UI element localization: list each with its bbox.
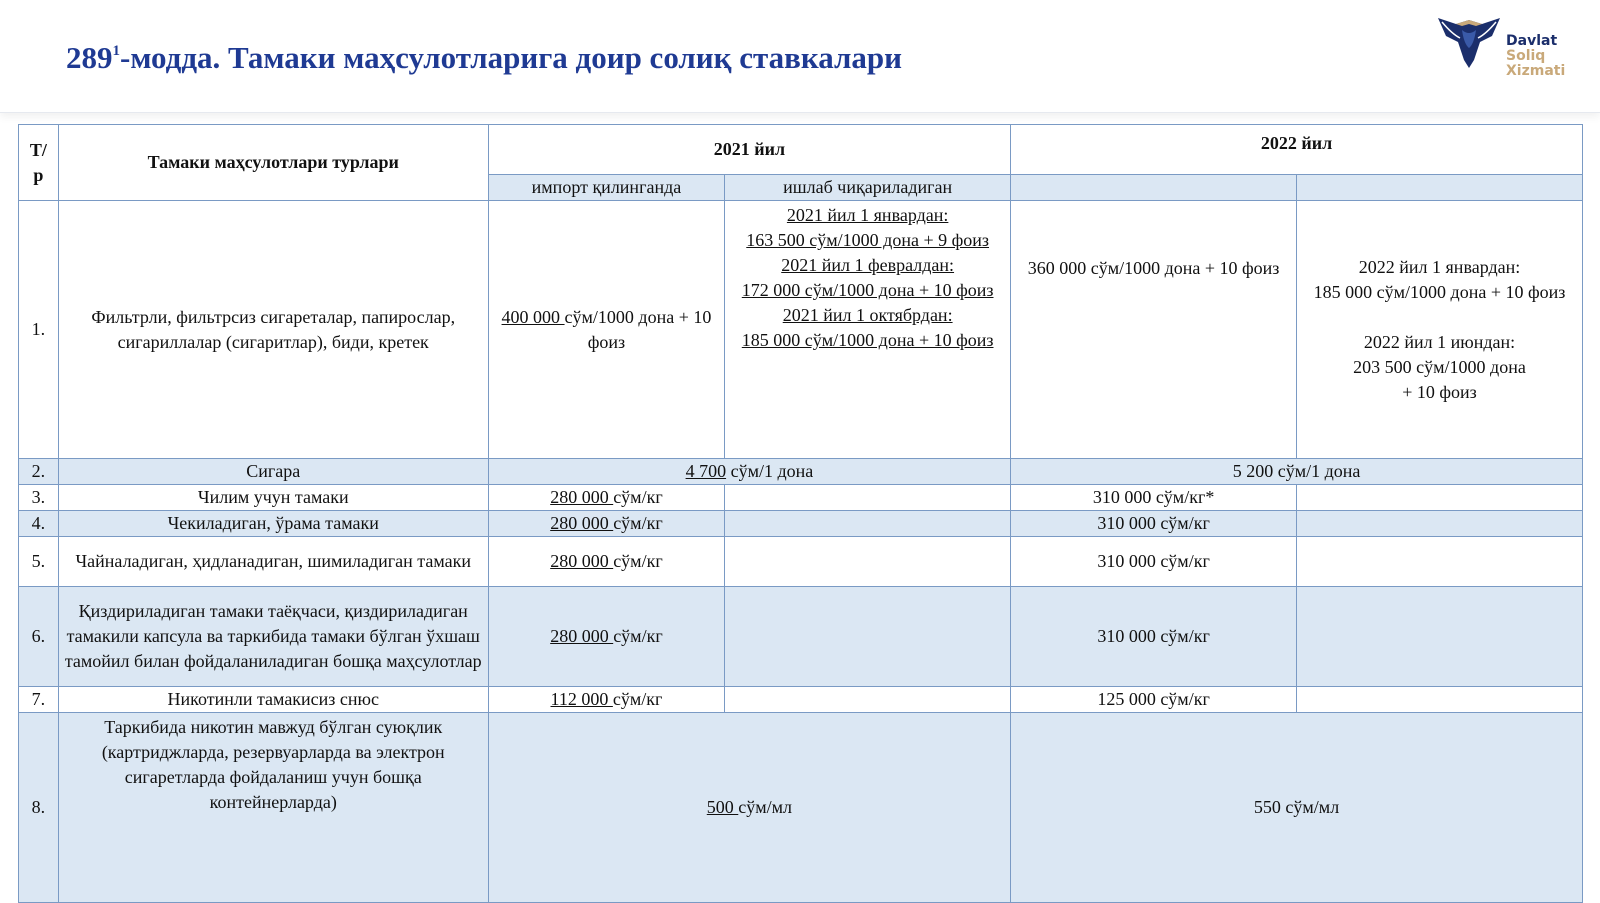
slide-header <box>0 0 1600 113</box>
subheader-produced: ишлаб чиқариладиган <box>725 175 1011 201</box>
table-row <box>19 713 1583 903</box>
rate-2022-empty <box>1297 537 1583 587</box>
row-number: 2. <box>19 459 59 485</box>
header-year-2022: 2022 йил <box>1011 125 1583 175</box>
rate-2022-empty <box>1297 511 1583 537</box>
rate-import: 400 000 сўм/1000 дона + 10 фоиз <box>488 201 724 459</box>
rate-produced-empty <box>725 511 1011 537</box>
product-name: Чилим учун тамаки <box>58 485 488 511</box>
table-row <box>19 587 1583 687</box>
rate-produced-empty <box>725 587 1011 687</box>
subheader-empty-1 <box>1011 175 1297 201</box>
subheader-empty-2 <box>1297 175 1583 201</box>
table-row <box>19 687 1583 713</box>
product-name: Таркибида никотин мавжуд бўлган суюқлик (картриджларда, резервуарларда ва электрон сигаретларда фойдаланиш учун бошқа контейнерларда) <box>58 713 488 903</box>
rate-2022-empty <box>1297 687 1583 713</box>
row-number: 7. <box>19 687 59 713</box>
rate-2022: 310 000 сўм/кг* <box>1011 485 1297 511</box>
rate-2021: 4 700 сўм/1 дона <box>488 459 1010 485</box>
product-name: Сигара <box>58 459 488 485</box>
header-year-2021: 2021 йил <box>488 125 1010 175</box>
product-name: Чайналадиган, ҳидланадиган, шимиладиган тамаки <box>58 537 488 587</box>
table-row <box>19 459 1583 485</box>
table-header-row <box>19 125 1583 175</box>
row-number: 3. <box>19 485 59 511</box>
table-row <box>19 537 1583 587</box>
rate-2022: 310 000 сўм/кг <box>1011 537 1297 587</box>
rate-2022: 5 200 сўм/1 дона <box>1011 459 1583 485</box>
product-name: Фильтрли, фильтрсиз сигареталар, папирослар, сигариллалар (сигаритлар), биди, кретек <box>58 201 488 459</box>
header-product-type: Тамаки маҳсулотлари турлари <box>58 125 488 201</box>
rate-produced-empty <box>725 537 1011 587</box>
row-number: 8. <box>19 713 59 903</box>
rate-2022-b: 2022 йил 1 январдан: 185 000 сўм/1000 дона + 10 фоиз 2022 йил 1 июндан: 203 500 сўм/1000 дона + 10 фоиз <box>1297 201 1583 459</box>
row-number: 4. <box>19 511 59 537</box>
subheader-import: импорт қилинганда <box>488 175 724 201</box>
logo <box>1436 14 1586 86</box>
row-number: 6. <box>19 587 59 687</box>
rate-import: 280 000 сўм/кг <box>488 587 724 687</box>
rate-produced-empty <box>725 687 1011 713</box>
page-title: $289^1$-модда. Тамаки маҳсулотларига доир солиқ ставкалари <box>66 40 903 75</box>
rate-import: 280 000 сўм/кг <box>488 485 724 511</box>
rate-2022: 550 сўм/мл <box>1011 713 1583 903</box>
row-number: 5. <box>19 537 59 587</box>
header-row-number: Т/р <box>19 125 59 201</box>
product-name: Чекиладиган, ўрама тамаки <box>58 511 488 537</box>
row-number: 1. <box>19 201 59 459</box>
table-row <box>19 511 1583 537</box>
product-name: Никотинли тамакисиз снюс <box>58 687 488 713</box>
rate-import: 280 000 сўм/кг <box>488 511 724 537</box>
logo-text-line1: Davlat <box>1506 33 1558 49</box>
rate-import: 280 000 сўм/кг <box>488 537 724 587</box>
logo-text-line2: Soliq <box>1506 48 1546 64</box>
eagle-emblem-icon <box>1436 14 1502 70</box>
rate-2022: 310 000 сўм/кг <box>1011 511 1297 537</box>
rate-2022-empty <box>1297 587 1583 687</box>
tax-rates-table <box>18 124 1583 903</box>
title-superscript: 1 <box>112 43 120 59</box>
rate-2022: 310 000 сўм/кг <box>1011 587 1297 687</box>
rate-2021: 500 сўм/мл <box>488 713 1010 903</box>
rate-import: 112 000 сўм/кг <box>488 687 724 713</box>
rate-produced: 2021 йил 1 январдан: 163 500 сўм/1000 дона + 9 фоиз 2021 йил 1 февралдан: 172 000 сўм/1000 дона + 10 фоиз 2021 йил 1 октябрдан: 185 000 сўм/1000 дона + 10 фоиз <box>725 201 1011 459</box>
table-row <box>19 201 1583 459</box>
table-row <box>19 485 1583 511</box>
rate-produced-empty <box>725 485 1011 511</box>
rate-2022-empty <box>1297 485 1583 511</box>
rate-2022-a: 360 000 сўм/1000 дона + 10 фоиз <box>1011 201 1297 459</box>
logo-text-line3: Xizmati <box>1506 63 1566 79</box>
product-name: Қиздириладиган тамаки таёқчаси, қиздириладиган тамакили капсула ва таркибида тамаки бўлган ўхшаш тамойил билан фойдаланиладиган бошқа маҳсулотлар <box>58 587 488 687</box>
rate-2022: 125 000 сўм/кг <box>1011 687 1297 713</box>
